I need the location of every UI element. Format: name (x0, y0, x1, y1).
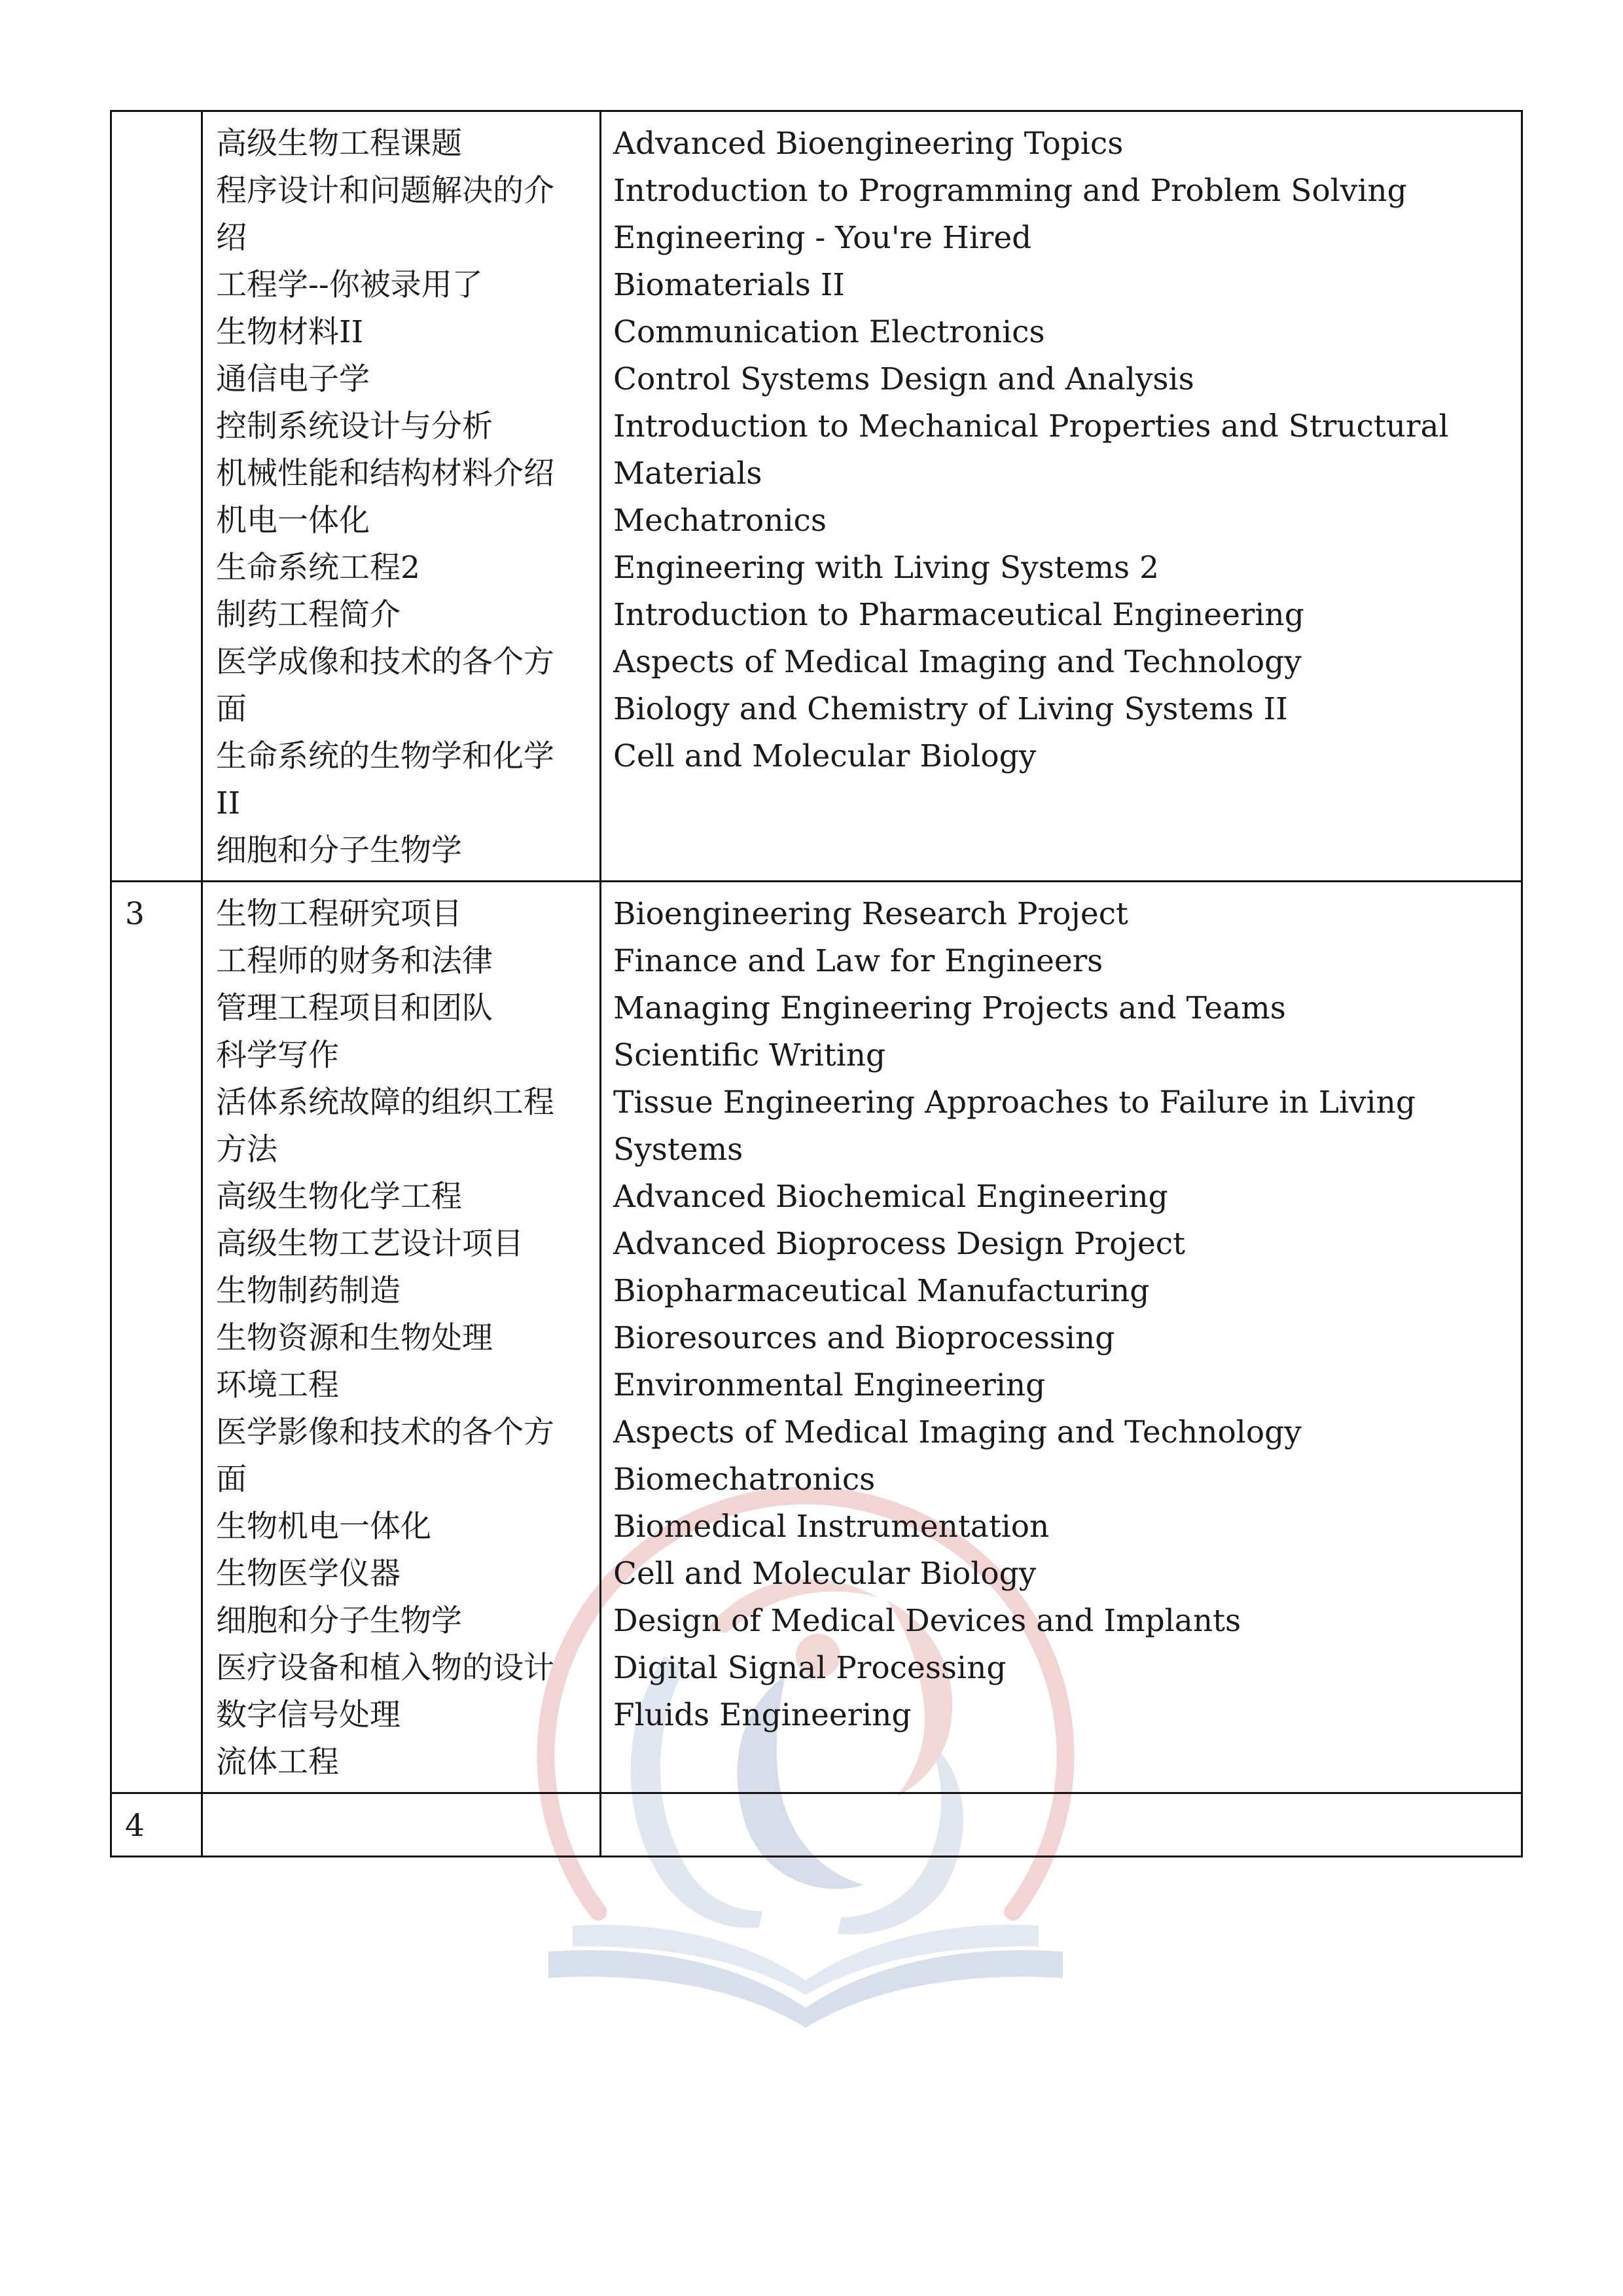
english-course-name: Environmental Engineering (613, 1367, 1046, 1403)
english-course-name: Bioengineering Research Project (613, 896, 1128, 932)
english-course-name: Engineering with Living Systems 2 (613, 550, 1159, 586)
table-row (111, 882, 1522, 1793)
chinese-course-name: 高级生物化学工程 (216, 1179, 462, 1215)
chinese-course-name: 生命系统的生物学和化学II (216, 738, 554, 821)
english-course-name: Biomechatronics (613, 1462, 876, 1498)
english-course-list (613, 1803, 1509, 1850)
chinese-course-name: 制药工程简介 (216, 597, 401, 633)
chinese-course-name: 生物材料II (216, 314, 364, 350)
chinese-course-name: 生物工程研究项目 (216, 896, 462, 932)
english-course-name: Advanced Bioengineering Topics (613, 126, 1124, 162)
english-course-list (613, 120, 1509, 780)
table-row (111, 1793, 1522, 1857)
english-courses-cell (601, 882, 1522, 1793)
english-course-name: Design of Medical Devices and Implants (613, 1603, 1241, 1639)
year-label: 3 (125, 896, 145, 932)
year-cell (111, 1793, 202, 1857)
chinese-course-name: 工程学--你被录用了 (216, 267, 483, 303)
chinese-course-name: 控制系统设计与分析 (216, 408, 493, 444)
chinese-course-name: 科学写作 (216, 1037, 339, 1073)
english-course-name: Aspects of Medical Imaging and Technology (613, 644, 1302, 680)
year-label: 4 (125, 1808, 145, 1844)
english-course-name: Biomaterials II (613, 267, 845, 303)
chinese-course-name: 生物机电一体化 (216, 1509, 431, 1545)
chinese-course-name: 医学成像和技术的各个方面 (216, 644, 554, 727)
chinese-course-name: 管理工程项目和团队 (216, 990, 493, 1026)
english-course-name: Aspects of Medical Imaging and Technology (613, 1414, 1302, 1450)
chinese-course-name: 机电一体化 (216, 503, 370, 539)
english-course-name: Finance and Law for Engineers (613, 943, 1103, 979)
chinese-courses-cell (202, 882, 601, 1793)
chinese-course-name: 流体工程 (216, 1744, 339, 1780)
chinese-course-name: 高级生物工艺设计项目 (216, 1226, 524, 1262)
chinese-course-name: 生物医学仪器 (216, 1556, 401, 1592)
english-course-name: Scientific Writing (613, 1037, 886, 1073)
chinese-course-list (216, 1803, 568, 1850)
chinese-course-name: 细胞和分子生物学 (216, 833, 462, 869)
chinese-course-list (216, 891, 568, 1786)
chinese-course-name: 数字信号处理 (216, 1697, 401, 1733)
english-course-name: Biology and Chemistry of Living Systems II (613, 691, 1288, 727)
english-course-name: Control Systems Design and Analysis (613, 361, 1194, 397)
course-table (110, 110, 1523, 1857)
english-course-name: Biopharmaceutical Manufacturing (613, 1273, 1150, 1309)
chinese-course-name: 生物制药制造 (216, 1273, 401, 1309)
chinese-course-name: 高级生物工程课题 (216, 126, 462, 162)
english-course-name: Introduction to Programming and Problem Solving (613, 173, 1407, 209)
chinese-course-name: 医学影像和技术的各个方面 (216, 1414, 554, 1498)
english-course-name: Advanced Bioprocess Design Project (613, 1226, 1185, 1262)
english-course-name: Biomedical Instrumentation (613, 1509, 1050, 1545)
chinese-course-name: 医疗设备和植入物的设计 (216, 1650, 554, 1686)
english-course-name: Introduction to Pharmaceutical Engineering (613, 597, 1304, 633)
chinese-course-name: 环境工程 (216, 1367, 339, 1403)
english-course-name: Mechatronics (613, 503, 827, 539)
chinese-course-list (216, 120, 568, 874)
english-course-name: Digital Signal Processing (613, 1650, 1007, 1686)
chinese-courses-cell (202, 1793, 601, 1857)
chinese-course-name: 生物资源和生物处理 (216, 1320, 493, 1356)
chinese-course-name: 通信电子学 (216, 361, 370, 397)
chinese-course-name: 生命系统工程2 (216, 550, 420, 586)
english-course-name: Fluids Engineering (613, 1697, 912, 1733)
chinese-course-name: 机械性能和结构材料介绍 (216, 456, 554, 492)
year-cell (111, 882, 202, 1793)
english-courses-cell (601, 111, 1522, 882)
english-course-name: Cell and Molecular Biology (613, 738, 1037, 774)
english-course-name: Advanced Biochemical Engineering (613, 1179, 1168, 1215)
english-courses-cell (601, 1793, 1522, 1857)
chinese-course-name: 活体系统故障的组织工程方法 (216, 1085, 554, 1168)
chinese-course-name: 细胞和分子生物学 (216, 1603, 462, 1639)
english-course-list (613, 891, 1509, 1739)
english-course-name: Introduction to Mechanical Properties and Structural Materials (613, 408, 1449, 492)
english-course-name: Bioresources and Bioprocessing (613, 1320, 1115, 1356)
english-course-name: Tissue Engineering Approaches to Failure in Living Systems (613, 1085, 1416, 1168)
english-course-name: Communication Electronics (613, 314, 1045, 350)
english-course-name: Engineering - You're Hired (613, 220, 1032, 256)
chinese-courses-cell (202, 111, 601, 882)
chinese-course-name: 工程师的财务和法律 (216, 943, 493, 979)
table-row (111, 111, 1522, 882)
year-cell (111, 111, 202, 882)
english-course-name: Cell and Molecular Biology (613, 1556, 1037, 1592)
english-course-name: Managing Engineering Projects and Teams (613, 990, 1286, 1026)
chinese-course-name: 程序设计和问题解决的介绍 (216, 173, 554, 256)
